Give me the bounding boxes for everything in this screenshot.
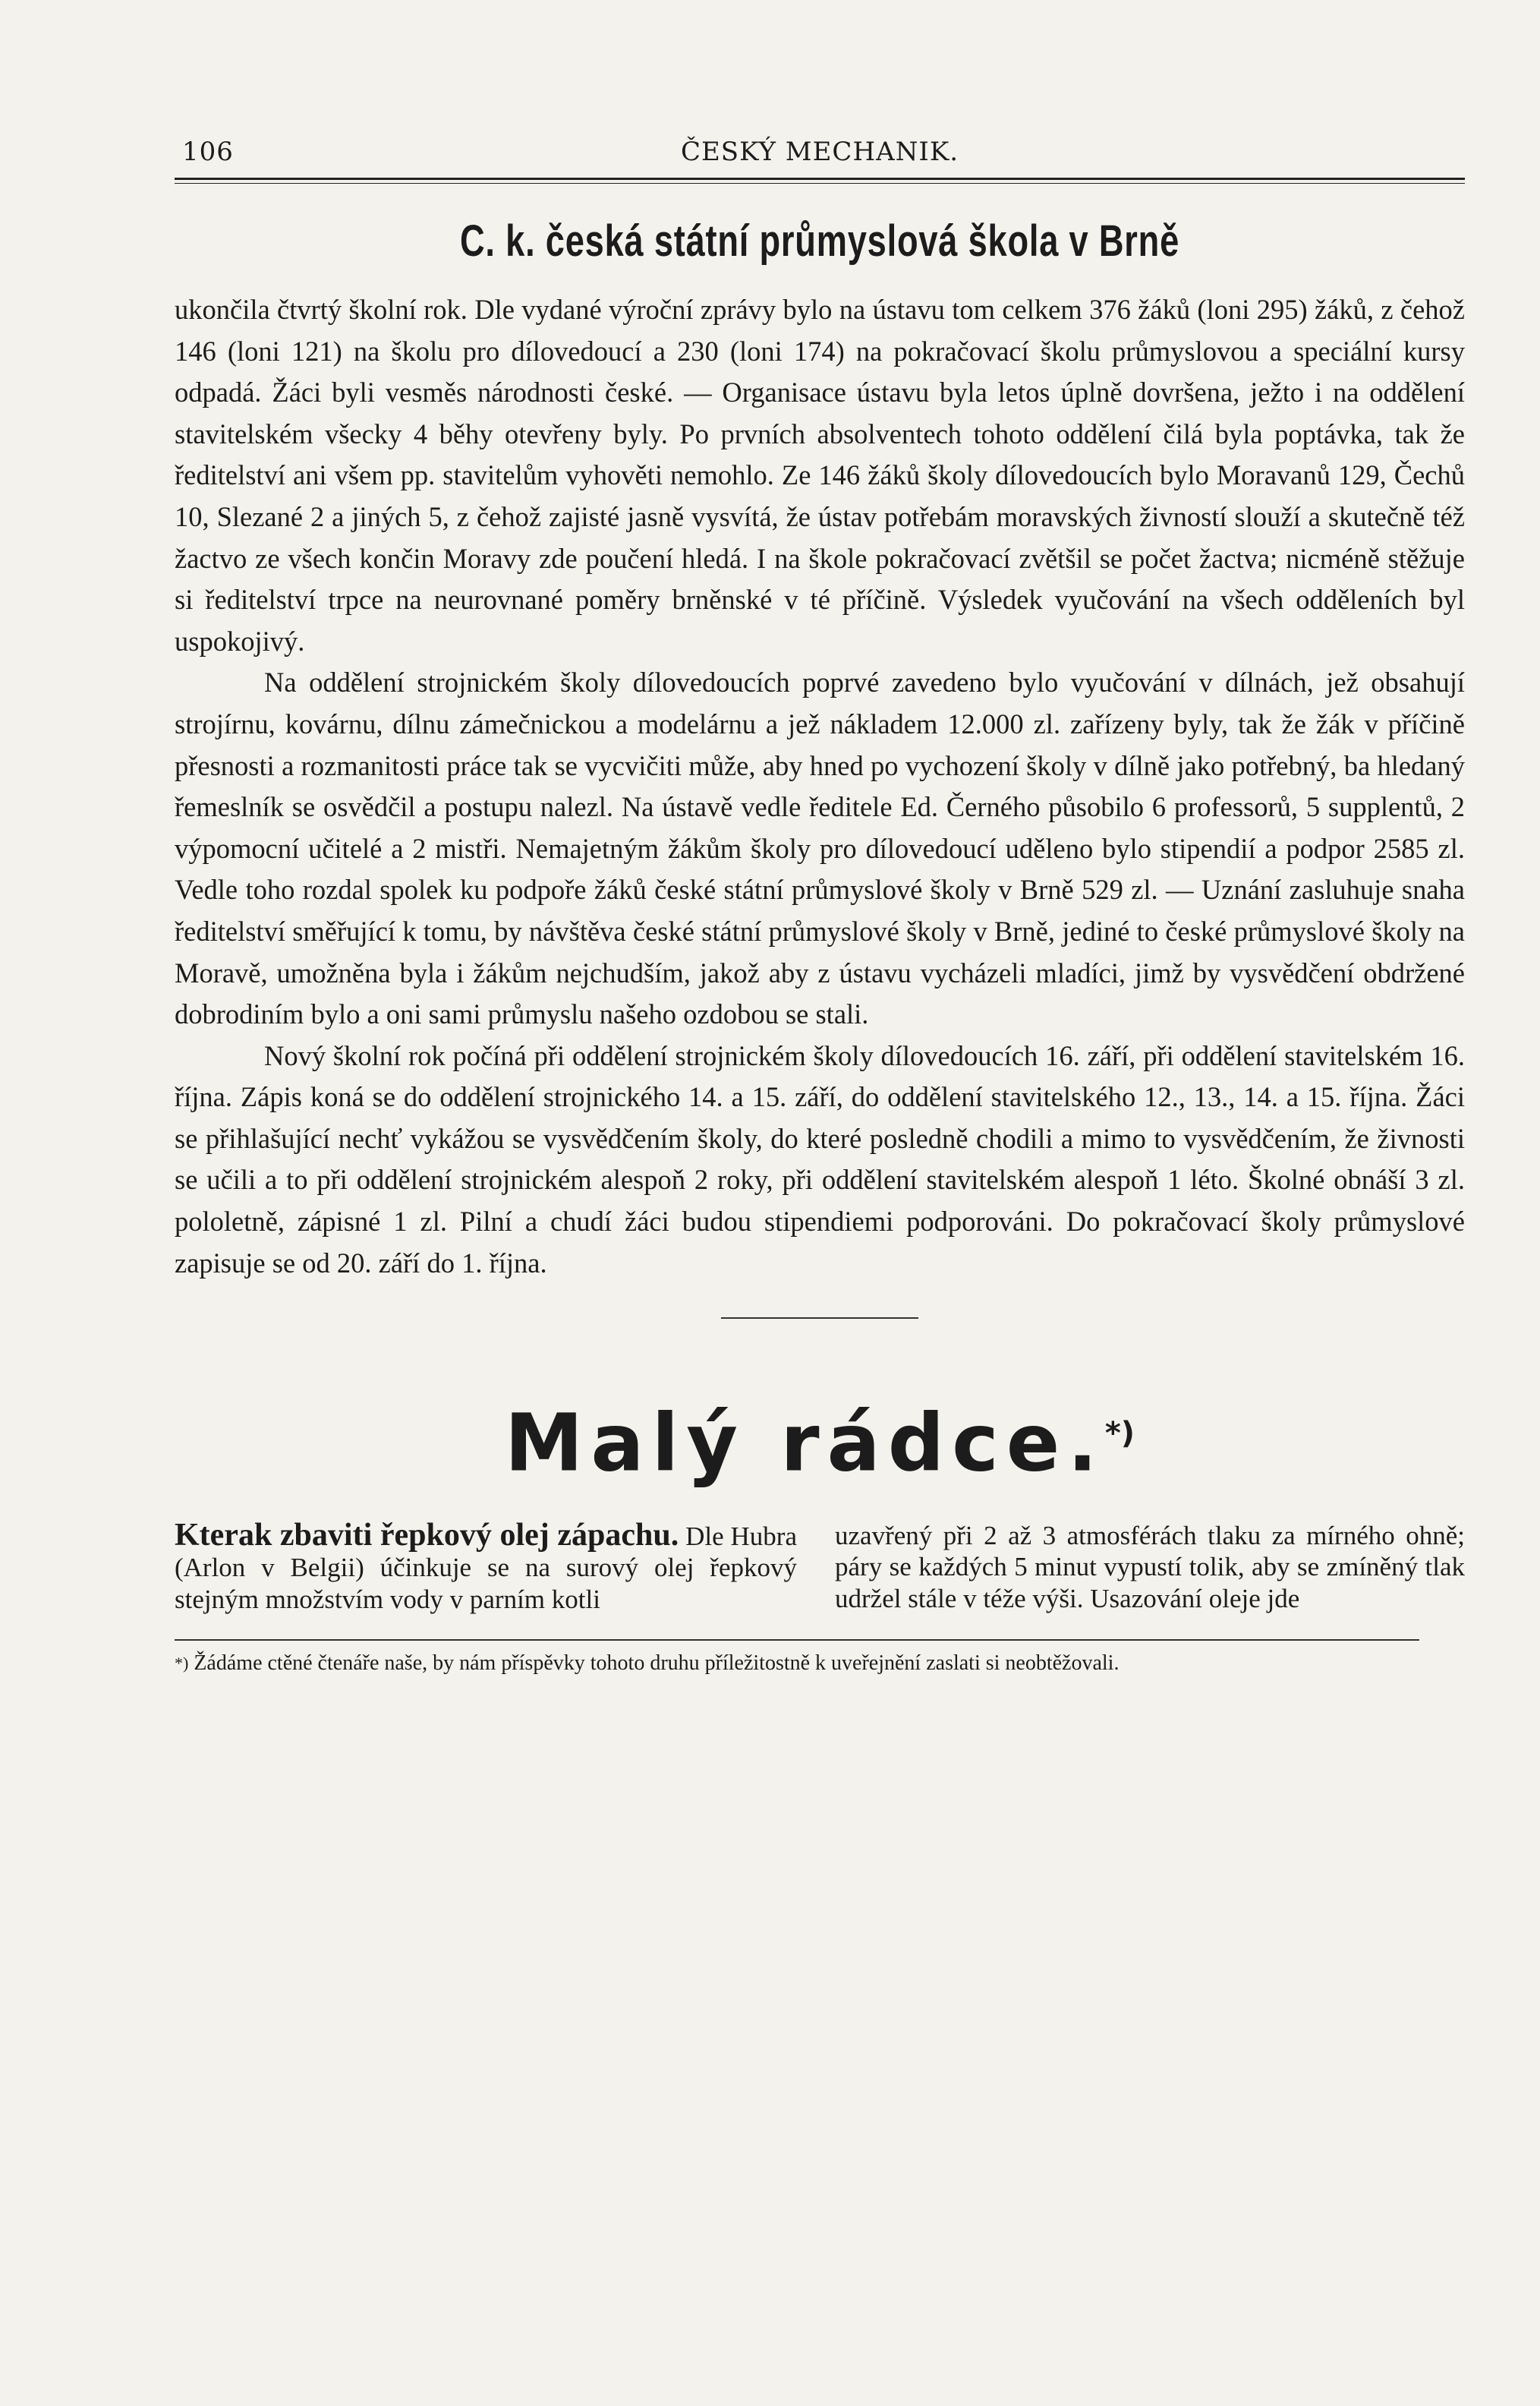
tip-title: Kterak zbaviti řepkový olej zápachu. <box>175 1517 679 1553</box>
footnote <box>175 1650 1465 1677</box>
section-title <box>175 1392 1465 1490</box>
running-head <box>175 129 1465 175</box>
two-column-text <box>175 1517 1465 1616</box>
section-title-text: Malý rádce. <box>504 1396 1105 1490</box>
tip-left-text: Dle Hubra (Arlon v Belgii) účinkuje se na surový olej řepkový stejným množstvím vody v parním kotli <box>175 1521 797 1614</box>
article-body <box>175 289 1465 1284</box>
article-paragraph: ukončila čtvrtý školní rok. Dle vydané výroční zprávy bylo na ústavu tom celkem 376 žáků (loni 295) žáků, z čehož 146 (loni 121) na školu pro dílovedoucí a 230 (loni 174) na pokračovací školu průmyslovou a speciální kursy odpadá. Žáci byli vesměs národnosti české. — Organisace ústavu byla letos úplně dovršena, ježto i na oddělení stavitelském všecky 4 běhy otevřeny byly. Po prvních absolventech tohoto oddělení čilá byla poptávka, tak že ředitelství ani všem pp. stavitelům vyhověti nemohlo. Ze 146 žáků školy dílovedoucích bylo Moravanů 129, Čechů 10, Slezané 2 a jiných 5, z čehož zajisté jasně vysvítá, že ústav potřebám moravských živností slouží a skutečně též žactvo ze všech končin Moravy zde poučení hledá. I na škole pokračovací zvětšil se počet žactva; nicméně stěžuje si ředitelství trpce na neurovnané poměry brněnské v té příčině. Výsledek vyučování na všech odděleních byl uspokojivý. <box>175 294 1465 657</box>
page <box>175 129 1465 1677</box>
tip-right-text: uzavřený při 2 až 3 atmosférách tlaku za mírného ohně; páry se každých 5 minut vypustí tolik, aby se zmíněný tlak udržel stále v téže výši. Usazování oleje jde <box>835 1520 1465 1613</box>
page-number: 106 <box>182 137 234 167</box>
journal-title: ČESKÝ MECHANIK. <box>680 137 959 167</box>
article-title: C. k. česká státní průmyslová škola v Brně <box>459 216 1180 266</box>
footnote-text: Žádáme ctěné čtenáře naše, by nám příspěvky tohoto druhu příležitostně k uveřejnění zaslati si neobtěžovali. <box>194 1651 1120 1676</box>
section-title-mark: *) <box>1104 1416 1135 1452</box>
article-paragraph: Na oddělení strojnickém školy dílovedoucích poprvé zavedeno bylo vyučování v dílnách, jež obsahují strojírnu, kovárnu, dílnu zámečnickou a modelárnu a jež nákladem 12.000 zl. zařízeny byly, tak že žák v příčině přesnosti a rozmanitosti práce tak se vycvičiti může, aby hned po vychození školy v dílně jako potřebný, ba hledaný řemeslník se osvědčil a postupu nalezl. Na ústavě vedle ředitele Ed. Černého působilo 6 professorů, 5 supplentů, 2 výpomocní učitelé a 2 mistři. Nemajetným žákům školy pro dílovedoucí uděleno bylo stipendií a podpor 2585 zl. Vedle toho rozdal spolek ku podpoře žáků české státní průmyslové školy v Brně 529 zl. — Uznání zasluhuje snaha ředitelství směřující k tomu, by návštěva české státní průmyslové školy v Brně, jediné to české průmyslové školy na Moravě, umožněna byla i žákům nejchudším, jakož aby z ústavu vycházeli mladíci, jimž by vysvědčení obdržené dobrodiním bylo a oni sami průmyslu našeho ozdobou se stali. <box>175 667 1465 1030</box>
header-rule <box>175 178 1465 184</box>
footnote-rule <box>175 1639 1419 1641</box>
footnote-mark: *) <box>175 1654 189 1673</box>
right-column <box>835 1520 1465 1616</box>
left-column <box>175 1517 797 1616</box>
section-separator <box>721 1317 918 1319</box>
article-paragraph: Nový školní rok počíná při oddělení strojnickém školy dílovedoucích 16. září, při oddělení stavitelském 16. října. Zápis koná se do oddělení strojnického 14. a 15. září, do oddělení stavitelského 12., 13., 14. a 15. října. Žáci se přihlašující nechť vykážou se vysvědčením školy, do které posledně chodili a mimo to vysvědčením, že živnosti se učili a to při oddělení strojnickém alespoň 2 roky, při oddělení stavitelském alespoň 1 léto. Školné obnáší 3 zl. pololetně, zápisné 1 zl. Pilní a chudí žáci budou stipendiemi podporováni. Do pokračovací školy průmyslové zapisuje se od 20. září do 1. října. <box>175 1039 1465 1279</box>
